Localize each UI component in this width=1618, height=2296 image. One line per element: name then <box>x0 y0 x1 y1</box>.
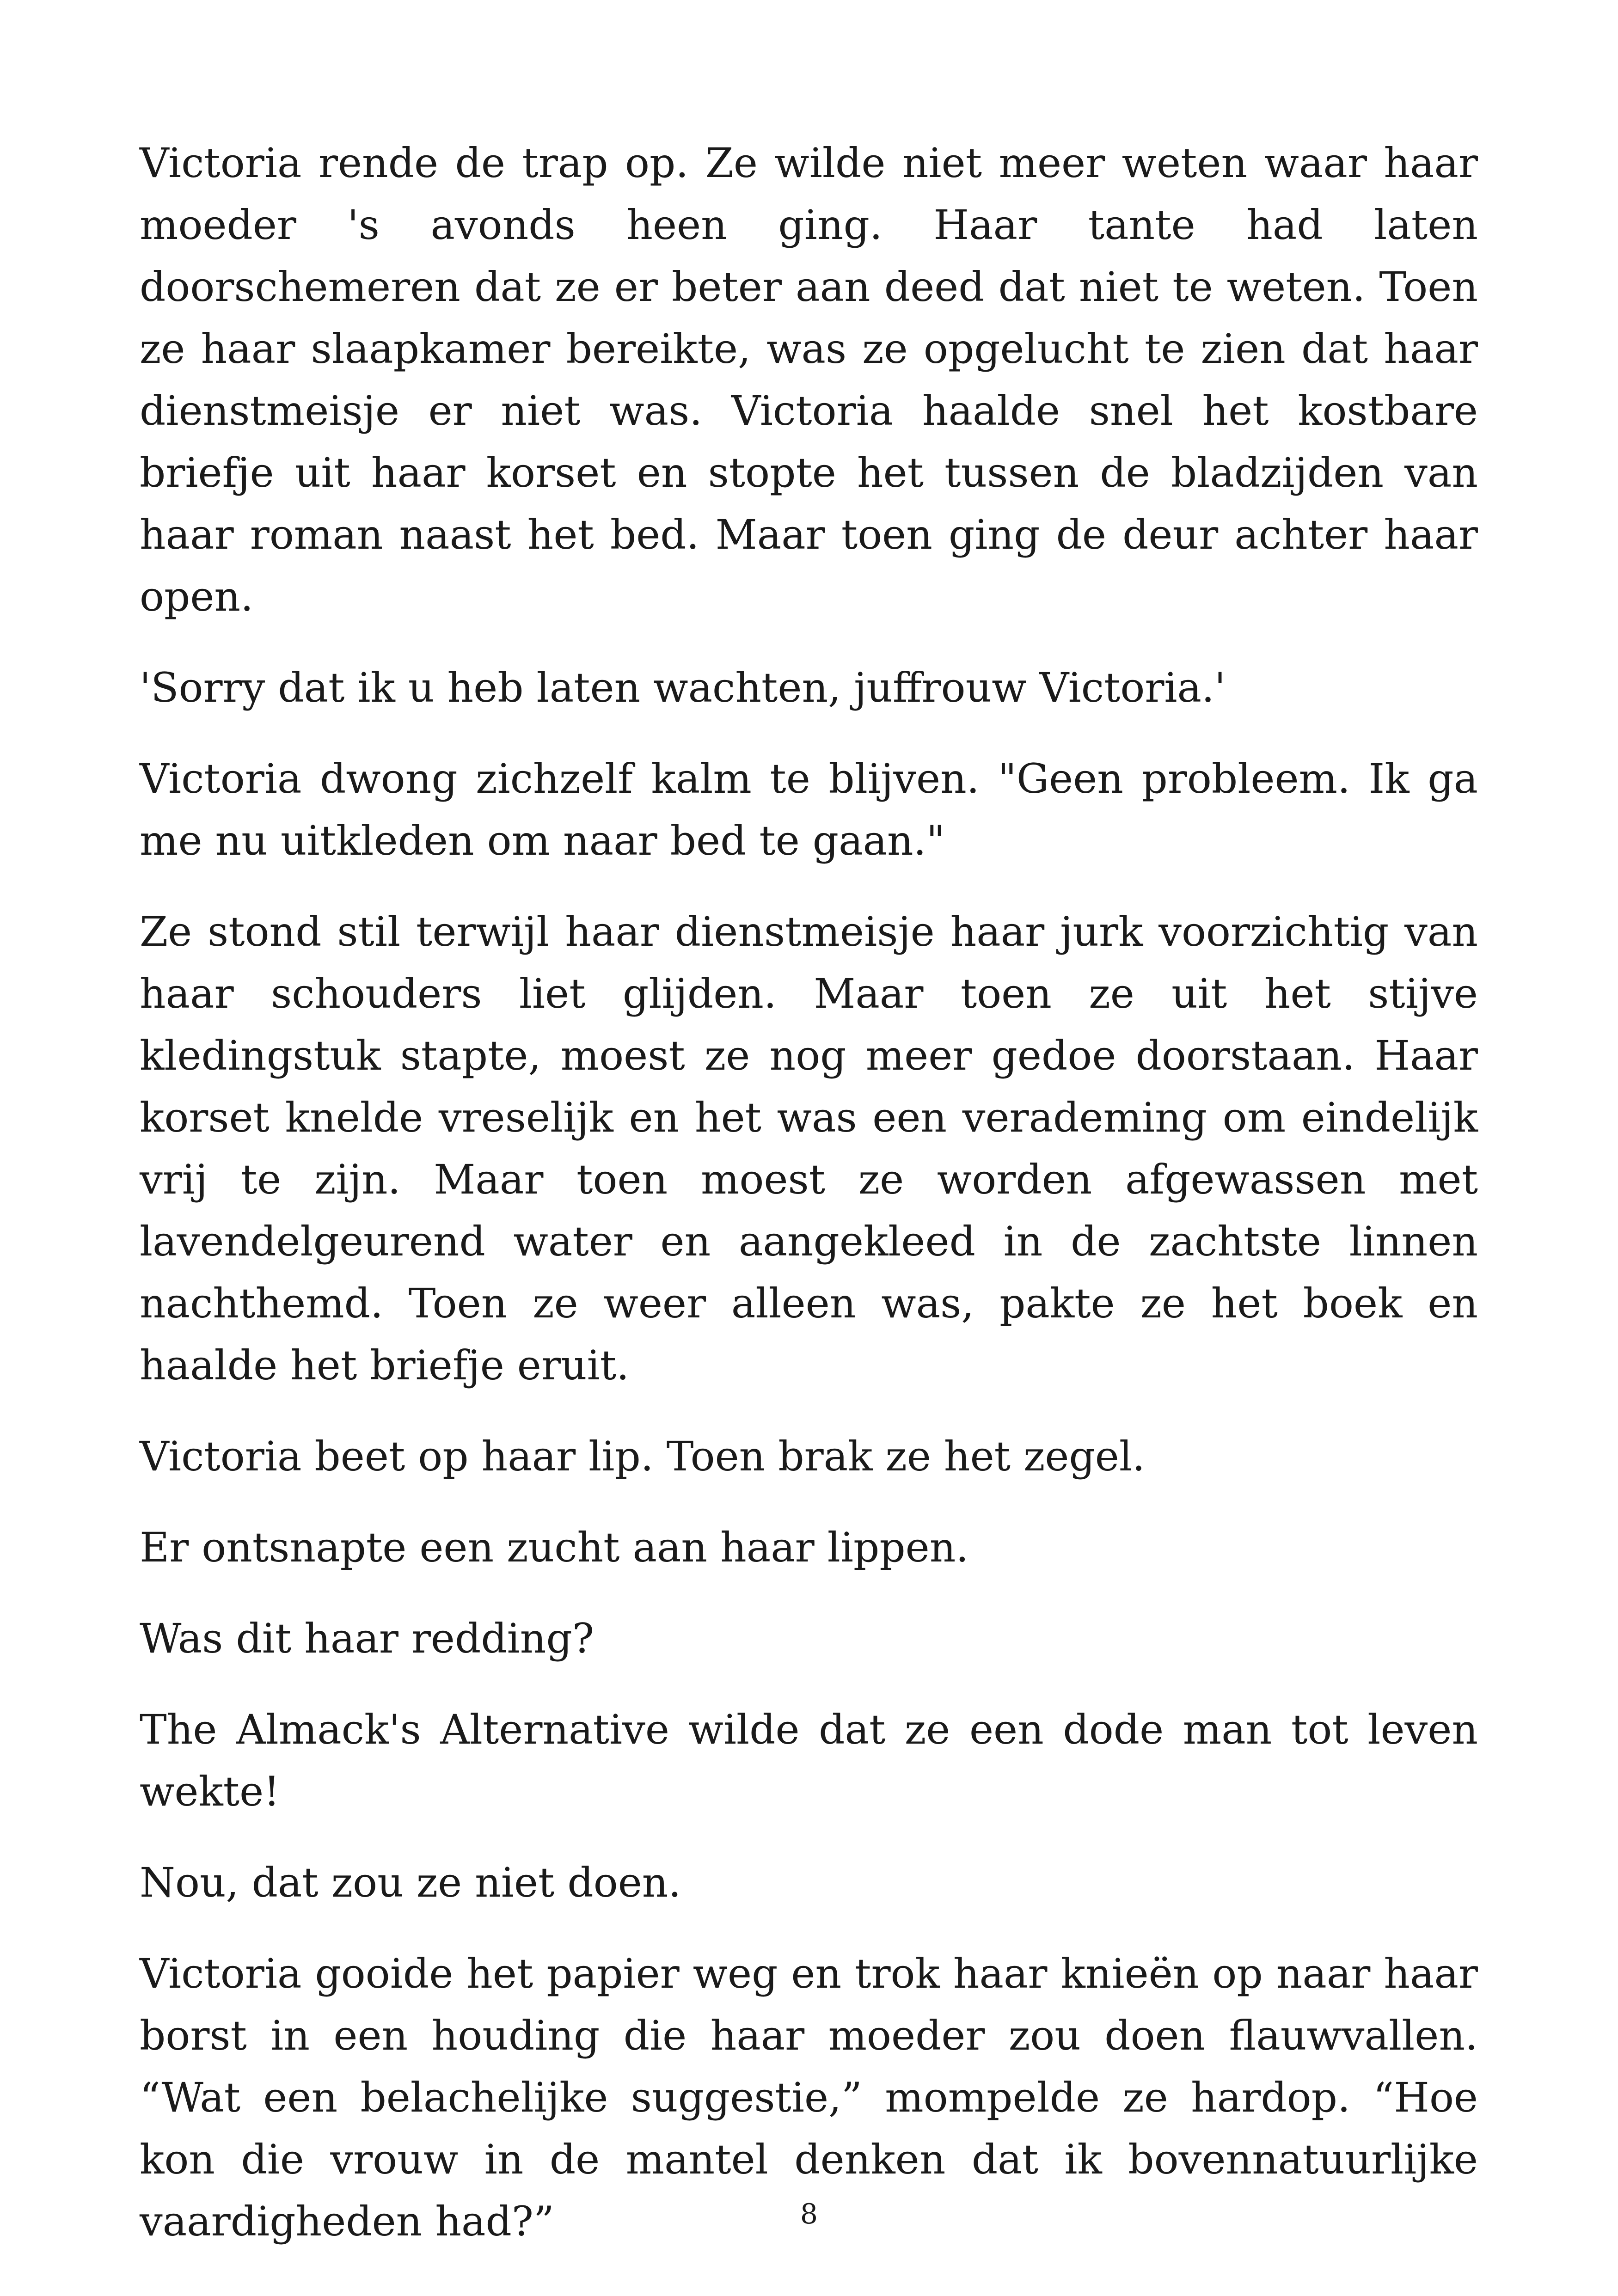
paragraph: Ze stond stil terwijl haar dienstmeisje haar jurk voorzichtig van haar schouders liet glijden. Maar toen ze uit het stijve kledingstuk stapte, moest ze nog meer gedoe doorstaan. Haar korset knelde vreselijk en het was een verademing om eindelijk vrij te zijn. Maar toen moest ze worden afgewassen met lavendelgeurend water en aangekleed in de zachtste linnen nachthemd. Toen ze weer alleen was, pakte ze het boek en haalde het briefje eruit. <box>140 908 1478 1389</box>
body-text <box>140 132 1478 2282</box>
paragraph: The Almack's Alternative wilde dat ze een dode man tot leven wekte! <box>140 1706 1478 1815</box>
paragraph: Was dit haar redding? <box>140 1615 594 1662</box>
paragraph: Victoria dwong zichzelf kalm te blijven. "Geen probleem. Ik ga me nu uitkleden om naar bed te gaan." <box>140 755 1478 864</box>
paragraph: Er ontsnapte een zucht aan haar lippen. <box>140 1524 969 1571</box>
paragraph: Victoria rende de trap op. Ze wilde niet meer weten waar haar moeder 's avonds heen ging. Haar tante had laten doorschemeren dat ze er beter aan deed dat niet te weten. Toen ze haar slaapkamer bereikte, was ze opgelucht te zien dat haar dienstmeisje er niet was. Victoria haalde snel het kostbare briefje uit haar korset en stopte het tussen de bladzijden van haar roman naast het bed. Maar toen ging de deur achter haar open. <box>140 139 1478 620</box>
paragraph: 'Sorry dat ik u heb laten wachten, juffrouw Victoria.' <box>140 664 1226 711</box>
paragraph: Nou, dat zou ze niet doen. <box>140 1859 681 1906</box>
paragraph: Victoria beet op haar lip. Toen brak ze het zegel. <box>140 1433 1145 1480</box>
page-number: 8 <box>800 2198 818 2230</box>
paragraph: Victoria gooide het papier weg en trok haar knieën op naar haar borst in een houding die haar moeder zou doen flauwvallen. “Wat een belachelijke suggestie,” mompelde ze hardop. “Hoe kon die vrouw in de mantel denken dat ik bovennatuurlijke vaardigheden had?” <box>140 1950 1478 2245</box>
